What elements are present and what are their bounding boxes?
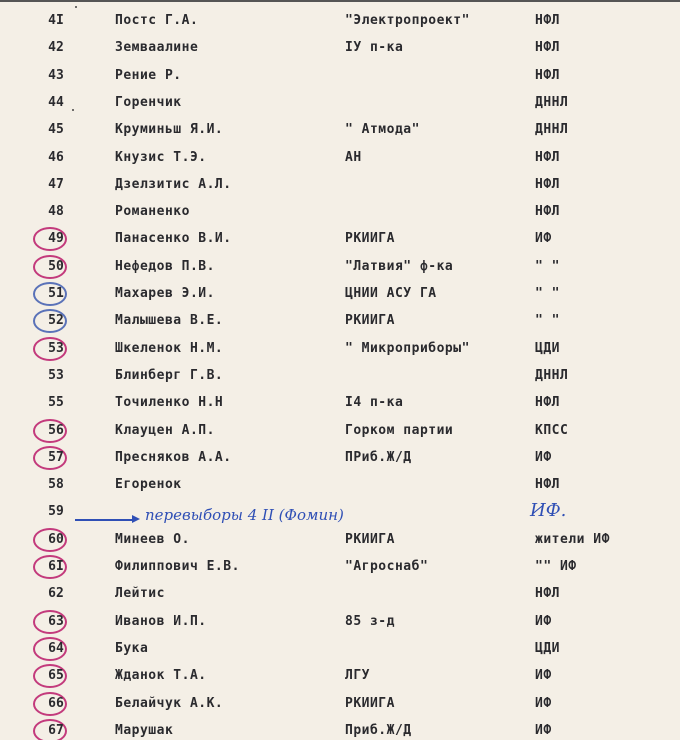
row-number: 53	[48, 340, 64, 356]
row-number: 47	[48, 176, 64, 192]
person-name: Панасенко В.И.	[115, 231, 232, 247]
affiliation: " "	[535, 286, 560, 301]
organization: I4 п-ка	[345, 395, 404, 411]
organization: АН	[345, 149, 362, 165]
list-row	[0, 718, 680, 740]
row-number: 60	[48, 531, 64, 547]
person-name: Иванов И.П.	[115, 613, 207, 629]
row-number: 64	[48, 640, 64, 656]
row-number: 66	[48, 695, 64, 711]
list-row	[0, 117, 680, 143]
person-name: Романенко	[115, 204, 190, 220]
person-name: Рение Р.	[115, 67, 182, 83]
list-row	[0, 663, 680, 689]
handwritten-category: ИФ.	[530, 500, 567, 521]
affiliation: ИФ	[535, 231, 552, 247]
organization: "Электропроект"	[345, 13, 470, 28]
row-number: 58	[48, 477, 64, 493]
affiliation: НФЛ	[535, 477, 560, 493]
person-name: Малышева В.Е.	[115, 313, 224, 329]
organization: Горком партии	[345, 422, 454, 438]
affiliation: КПСС	[535, 422, 569, 438]
list-row	[0, 609, 680, 635]
organization: РКИИГА	[345, 313, 395, 329]
arrow-head-icon	[132, 515, 140, 523]
row-number: 6I	[48, 559, 64, 574]
row-number: 57	[48, 449, 64, 465]
affiliation: " "	[535, 258, 560, 274]
list-row	[0, 363, 680, 389]
affiliation: ИФ	[535, 695, 552, 711]
person-name: Пресняков А.А.	[115, 449, 232, 465]
person-name: Блинберг Г.В.	[115, 367, 224, 383]
list-row	[0, 418, 680, 444]
organization: " Атмода"	[345, 122, 420, 138]
row-number: 46	[48, 149, 64, 165]
row-number: 45	[48, 122, 64, 138]
affiliation: НФЛ	[535, 40, 560, 56]
row-number: 55	[48, 395, 64, 411]
person-name: Минеев О.	[115, 531, 190, 547]
organization: ПРиб.Ж/Д	[345, 449, 412, 465]
affiliation: НФЛ	[535, 67, 560, 83]
person-name: Земваалине	[115, 40, 199, 56]
list-row	[0, 390, 680, 416]
ink-speck	[75, 6, 77, 8]
list-row	[0, 527, 680, 553]
person-name: Дзелзитис А.Л.	[115, 176, 232, 192]
ink-speck	[72, 109, 74, 111]
affiliation: " "	[535, 313, 560, 329]
affiliation: НФЛ	[535, 204, 560, 220]
organization: РКИИГА	[345, 531, 395, 547]
person-name: Филиппович Е.В.	[115, 559, 240, 574]
organization: Приб.Ж/Д	[345, 722, 412, 738]
affiliation: ИФ	[535, 449, 552, 465]
row-number: 62	[48, 586, 64, 602]
row-number: 4I	[48, 13, 64, 28]
list-row	[0, 691, 680, 717]
row-number: 63	[48, 613, 64, 629]
row-number: 49	[48, 231, 64, 247]
row-number: 59	[48, 504, 64, 520]
person-name: Круминьш Я.И.	[115, 122, 224, 138]
organization: "Агроснаб"	[345, 559, 429, 574]
organization: IУ п-ка	[345, 40, 404, 56]
row-number: 56	[48, 422, 64, 438]
list-row	[0, 581, 680, 607]
organization: РКИИГА	[345, 695, 395, 711]
list-row	[0, 445, 680, 471]
handwritten-arrow	[75, 519, 135, 521]
organization: РКИИГА	[345, 231, 395, 247]
person-name: Марушак	[115, 722, 174, 738]
list-row	[0, 636, 680, 662]
row-number: 65	[48, 668, 64, 684]
affiliation: НФЛ	[535, 395, 560, 411]
organization: 85 з-д	[345, 613, 395, 629]
list-row	[0, 308, 680, 334]
list-row	[0, 145, 680, 171]
affiliation: НФЛ	[535, 13, 560, 28]
list-row	[0, 63, 680, 89]
row-number: 67	[48, 722, 64, 738]
person-name: Горенчик	[115, 94, 182, 110]
list-row	[0, 472, 680, 498]
row-number: 51	[48, 286, 64, 301]
row-number: 48	[48, 204, 64, 220]
affiliation: НФЛ	[535, 586, 560, 602]
person-name: Жданок Т.А.	[115, 668, 207, 684]
organization: " Микроприборы"	[345, 340, 470, 356]
list-row	[0, 226, 680, 252]
list-row	[0, 199, 680, 225]
person-name: Бука	[115, 640, 149, 656]
person-name: Клауцен А.П.	[115, 422, 215, 438]
affiliation: ИФ	[535, 668, 552, 684]
affiliation: ИФ	[535, 722, 552, 738]
row-number: 42	[48, 40, 64, 56]
affiliation: ДННЛ	[535, 94, 569, 110]
top-rule	[0, 0, 680, 2]
person-name: Егоренок	[115, 477, 182, 493]
affiliation: НФЛ	[535, 176, 560, 192]
list-row	[0, 554, 680, 580]
row-number: 52	[48, 313, 64, 329]
person-name: Белайчук А.К.	[115, 695, 224, 711]
person-name: Лейтис	[115, 586, 165, 602]
list-row	[0, 254, 680, 280]
person-name: Нефедов П.В.	[115, 258, 215, 274]
organization: ЛГУ	[345, 668, 370, 684]
organization: "Латвия" ф-ка	[345, 258, 454, 274]
affiliation: НФЛ	[535, 149, 560, 165]
affiliation: ЦДИ	[535, 340, 560, 356]
row-number: 43	[48, 67, 64, 83]
affiliation: ДННЛ	[535, 122, 569, 138]
person-name: Постс Г.А.	[115, 13, 199, 28]
list-row	[0, 172, 680, 198]
row-number: 53	[48, 367, 64, 383]
organization: ЦНИИ АСУ ГА	[345, 286, 437, 301]
affiliation: жители ИФ	[535, 531, 610, 547]
list-row	[0, 8, 680, 34]
affiliation: ДННЛ	[535, 367, 569, 383]
person-name: Кнузис Т.Э.	[115, 149, 207, 165]
affiliation: "" ИФ	[535, 559, 577, 574]
list-row	[0, 35, 680, 61]
person-name: Шкеленок Н.М.	[115, 340, 224, 356]
person-name: Точиленко Н.Н	[115, 395, 224, 411]
affiliation: ИФ	[535, 613, 552, 629]
row-number: 50	[48, 258, 64, 274]
list-row	[0, 281, 680, 307]
list-row	[0, 90, 680, 116]
affiliation: ЦДИ	[535, 640, 560, 656]
list-row	[0, 336, 680, 362]
handwritten-note: перевыборы 4 II (Фомин)	[145, 506, 344, 524]
person-name: Махарев Э.И.	[115, 286, 215, 301]
row-number: 44	[48, 94, 64, 110]
